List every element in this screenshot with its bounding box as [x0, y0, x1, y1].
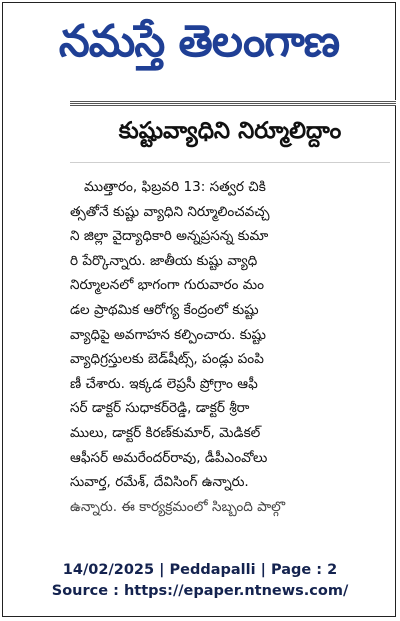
clipping-footer	[0, 560, 400, 602]
article-line: త్సతోనే కుష్టు వ్యాధిని నిర్మూలించవచ్చ	[70, 203, 270, 220]
article-headline: కుష్టువ్యాధిని నిర్మూలిద్దాం	[70, 118, 390, 163]
article-line: సర్ డాక్టర్ సుధాకర్‌రెడ్డి, డాక్టర్ శ్రీరా	[70, 400, 250, 417]
article-line: ముత్తారం, ఫిబ్రవరి 13: సత్వర చికి	[84, 179, 266, 195]
article-line: వ్యాధిగ్రస్తులకు బెడ్‌షీట్స్, పండ్లు పంపి	[70, 351, 264, 368]
article-line: ణీ చేశారు. ఇక్కడ లెప్రసీ ప్రోగ్రాం ఆఫీ	[70, 375, 258, 392]
article-line: రి పేర్కొన్నారు. జాతీయ కుష్టు వ్యాధి	[70, 252, 258, 269]
article-line-cropped: ఉన్నారు. ఈ కార్యక్రమంలో సిబ్బంది పాల్గొ	[70, 498, 286, 515]
article-line: వ్యాధిపై అవగాహన కల్పించారు. కుష్టు	[70, 326, 266, 343]
masthead-title: నమస్తే తెలంగాణ	[58, 16, 340, 67]
news-article	[70, 106, 390, 540]
article-line: సువార్త, రమేశ్, దేవిసింగ్ ఉన్నారు.	[70, 474, 249, 491]
article-line: డల ప్రాథమిక ఆరోగ్య కేంద్రంలో కుష్టు	[70, 301, 259, 318]
source-link[interactable]: Source : https://epaper.ntnews.com/	[51, 583, 349, 599]
newspaper-masthead	[10, 12, 388, 72]
edition-info: 14/02/2025 | Peddapalli | Page : 2	[62, 562, 338, 578]
article-body	[70, 175, 390, 515]
article-line: ఆఫీసర్ అమరేందర్‌రావు, డీపీఎంవోలు	[70, 449, 268, 466]
article-line: ములు, డాక్టర్ కిరణ్‌కుమార్, మెడికల్	[70, 424, 261, 441]
article-line: ని జిల్లా వైద్యాధికారి అన్నప్రసన్న కుమా	[70, 228, 269, 245]
article-line: నిర్మూలనలో భాగంగా గురువారం మం	[70, 277, 265, 294]
